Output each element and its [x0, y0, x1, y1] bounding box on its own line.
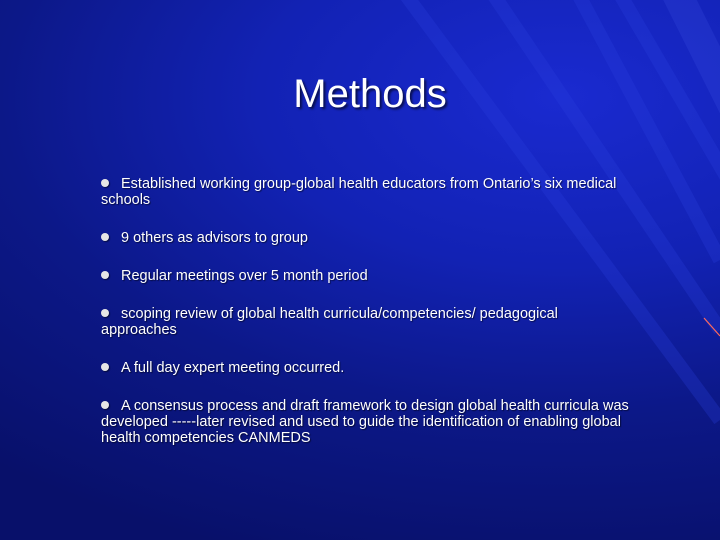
bullet-item	[101, 268, 631, 284]
bullet-dot-icon	[101, 233, 109, 241]
accent-line	[704, 318, 720, 336]
bullet-dot-icon	[101, 363, 109, 371]
bullet-dot-icon	[101, 179, 109, 187]
bullet-text: scoping review of global health curricula/competencies/ pedagogical approaches	[101, 306, 558, 338]
slide-title: Methods	[293, 72, 447, 116]
bullet-text: A full day expert meeting occurred.	[121, 360, 345, 376]
bullet-item	[101, 306, 631, 338]
bullet-dot-icon	[101, 271, 109, 279]
bullet-item	[101, 360, 631, 376]
bullet-item	[101, 176, 631, 208]
bullet-text: 9 others as advisors to group	[121, 230, 308, 246]
bullet-item	[101, 398, 631, 446]
bullet-text: Regular meetings over 5 month period	[121, 268, 368, 284]
bullet-item	[101, 230, 631, 246]
bullet-text: A consensus process and draft framework to design global health curricula was developed -----later revised and used to guide the identification of enabling global health competencies CANMEDS	[101, 398, 629, 446]
bullet-dot-icon	[101, 401, 109, 409]
bullet-dot-icon	[101, 309, 109, 317]
bullet-text: Established working group-global health educators from Ontario’s six medical schools	[101, 176, 617, 208]
